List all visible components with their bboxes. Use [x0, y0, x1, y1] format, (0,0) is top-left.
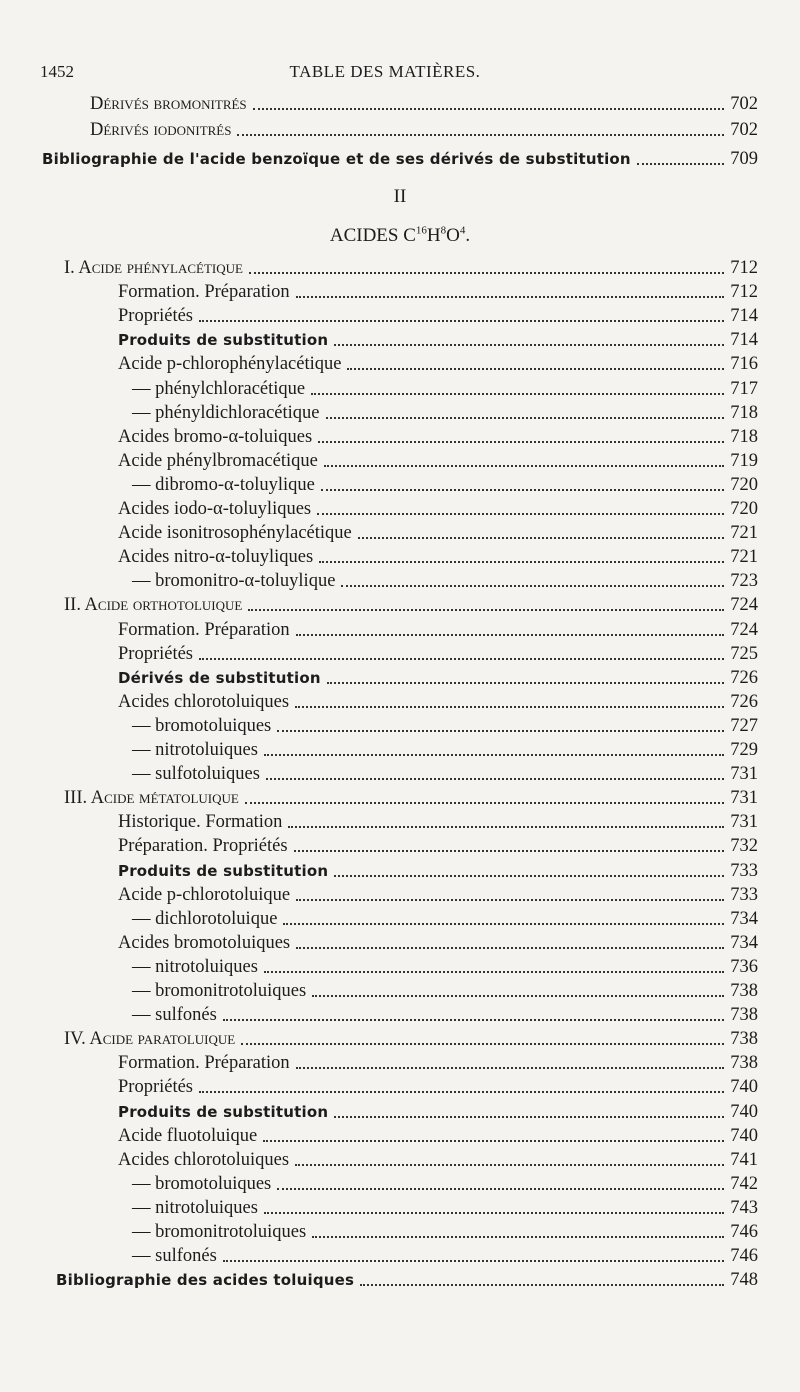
toc-entry-page: 709 [730, 149, 758, 169]
dot-leader [199, 320, 724, 322]
toc-entry-page: 733 [730, 885, 758, 905]
toc-entry-page: 741 [730, 1150, 758, 1170]
page-header [40, 62, 730, 86]
dot-leader [334, 344, 724, 346]
toc-entry [118, 835, 758, 857]
toc-entry-label: Acide phénylbromacétique [118, 451, 318, 471]
dot-leader [264, 1212, 724, 1214]
toc-entry-label: Acide isonitrosophénylacétique [118, 523, 352, 543]
toc-entry-page: 716 [730, 354, 758, 374]
dot-leader [637, 163, 724, 165]
toc-entry [132, 1197, 758, 1219]
toc-entry-page: 702 [730, 94, 758, 114]
dot-leader [334, 875, 724, 877]
dot-leader [321, 489, 724, 491]
toc-entry-page: 731 [730, 812, 758, 832]
toc-entry-label: — nitrotoluiques [132, 1198, 258, 1218]
toc-entry [118, 450, 758, 472]
section-number: II [393, 186, 407, 207]
dot-leader [199, 658, 724, 660]
dot-leader [295, 706, 724, 708]
toc-entry [118, 305, 758, 327]
toc-entry-label: Dérivés iodonitrés [90, 120, 232, 140]
toc-entry [132, 980, 758, 1002]
toc-entry-label: Formation. Préparation [118, 620, 290, 640]
toc-entry-label: — dichlorotoluique [132, 909, 278, 929]
toc-entry [118, 1052, 758, 1074]
toc-entry-page: 720 [730, 475, 758, 495]
toc-entry-label: Dérivés de substitution [118, 669, 321, 687]
toc-entry [132, 474, 758, 496]
toc-entry [64, 1028, 758, 1050]
dot-leader [294, 850, 724, 852]
toc-entry-label: Formation. Préparation [118, 282, 290, 302]
toc-entry-label: I. Acide phénylacétique [64, 258, 243, 278]
toc-entry-label: — phénylchloracétique [132, 379, 306, 399]
toc-entry [118, 522, 758, 544]
toc-entry-label: — bromonitrotoluiques [132, 1222, 307, 1242]
toc-entry-page: 732 [730, 836, 758, 856]
toc-entry [118, 860, 758, 882]
dot-leader [358, 537, 724, 539]
toc-entry-page: 738 [730, 1029, 758, 1049]
dot-leader [248, 609, 724, 611]
toc-entry [118, 811, 758, 833]
toc-entry [118, 1125, 758, 1147]
toc-entry-page: 720 [730, 499, 758, 519]
toc-entry-label: Bibliographie des acides toluiques [56, 1271, 355, 1289]
toc-entry-page: 726 [730, 668, 758, 688]
toc-entry-label: — nitrotoluiques [132, 957, 258, 977]
dot-leader [277, 1188, 724, 1190]
toc-entry-page: 734 [730, 909, 758, 929]
toc-entry [132, 1004, 758, 1026]
toc-entry-label: Acides bromotoluiques [118, 933, 291, 953]
toc-entry [118, 426, 758, 448]
dot-leader [347, 368, 724, 370]
toc-entry-page: 724 [730, 620, 758, 640]
dot-leader [288, 826, 724, 828]
toc-entry [90, 93, 758, 115]
toc-entry [132, 378, 758, 400]
toc-entry-label: — bromonitrotoluiques [132, 981, 307, 1001]
toc-entry-label: Produits de substitution [118, 862, 329, 880]
toc-entry [132, 402, 758, 424]
dot-leader [237, 134, 724, 136]
toc-entry-label: — bromotoluiques [132, 1174, 272, 1194]
toc-entry-page: 740 [730, 1077, 758, 1097]
toc-entry-label: Produits de substitution [118, 1103, 329, 1121]
dot-leader [319, 561, 724, 563]
dot-leader [296, 899, 724, 901]
toc-entry-page: 742 [730, 1174, 758, 1194]
toc-entry [118, 1149, 758, 1171]
toc-entry-page: 743 [730, 1198, 758, 1218]
toc-entry-label: Acide fluotoluique [118, 1126, 258, 1146]
toc-entry [90, 119, 758, 141]
toc-entry-label: — sulfonés [132, 1246, 217, 1266]
toc-entry-page: 738 [730, 1053, 758, 1073]
toc-entry-label: Dérivés bromonitrés [90, 94, 247, 114]
dot-leader [312, 995, 724, 997]
dot-leader [341, 585, 724, 587]
toc-entry [42, 148, 758, 170]
toc-entry-label: — bromonitro-α-toluylique [132, 571, 336, 591]
toc-entry [132, 763, 758, 785]
toc-entry-page: 723 [730, 571, 758, 591]
toc-entry-page: 717 [730, 379, 758, 399]
toc-entry-page: 718 [730, 403, 758, 423]
toc-entry-page: 746 [730, 1246, 758, 1266]
toc-entry [118, 884, 758, 906]
toc-entry-label: Propriétés [118, 1077, 194, 1097]
toc-entry-label: Acides nitro-α-toluyliques [118, 547, 314, 567]
toc-entry [132, 1245, 758, 1267]
dot-leader [245, 802, 724, 804]
toc-entry-label: IV. Acide paratoluique [64, 1029, 236, 1049]
toc-entry [118, 353, 758, 375]
toc-entry [132, 956, 758, 978]
toc-entry [118, 498, 758, 520]
dot-leader [311, 393, 724, 395]
toc-entry-page: 736 [730, 957, 758, 977]
dot-leader [324, 465, 724, 467]
page-number: 1452 [40, 62, 74, 81]
dot-leader [264, 754, 724, 756]
toc-entry-label: — bromotoluiques [132, 716, 272, 736]
dot-leader [317, 513, 724, 515]
toc-entry-label: Acides bromo-α-toluiques [118, 427, 313, 447]
toc-entry-page: 714 [730, 330, 758, 350]
toc-entry-label: Préparation. Propriétés [118, 836, 288, 856]
toc-entry [132, 1173, 758, 1195]
dot-leader [360, 1284, 724, 1286]
toc-entry [132, 739, 758, 761]
toc-entry-label: — dibromo-α-toluylique [132, 475, 315, 495]
toc-entry [118, 667, 758, 689]
toc-entry-label: Propriétés [118, 644, 194, 664]
dot-leader [296, 634, 724, 636]
toc-entry-page: 721 [730, 547, 758, 567]
toc-entry [132, 908, 758, 930]
toc-entry-page: 702 [730, 120, 758, 140]
dot-leader [296, 296, 724, 298]
toc-entry [118, 281, 758, 303]
dot-leader [326, 417, 724, 419]
toc-entry-page: 712 [730, 258, 758, 278]
dot-leader [277, 730, 724, 732]
dot-leader [334, 1116, 724, 1118]
toc-entry-page: 746 [730, 1222, 758, 1242]
toc-entry [118, 643, 758, 665]
toc-entry-page: 738 [730, 1005, 758, 1025]
toc-entry-page: 748 [730, 1270, 758, 1290]
toc-entry-page: 712 [730, 282, 758, 302]
toc-entry-page: 727 [730, 716, 758, 736]
dot-leader [318, 441, 724, 443]
dot-leader [295, 1164, 724, 1166]
toc-entry [64, 257, 758, 279]
toc-entry [118, 1076, 758, 1098]
toc-entry [118, 932, 758, 954]
toc-entry-label: Bibliographie de l'acide benzoïque et de ses dérivés de substitution [42, 150, 631, 168]
dot-leader [263, 1140, 724, 1142]
dot-leader [223, 1019, 724, 1021]
section-title: ACIDES $C^{16}H^8O^4$. [329, 224, 471, 246]
toc-entry-label: — sulfotoluiques [132, 764, 260, 784]
toc-entry-page: 719 [730, 451, 758, 471]
toc-entry-label: Historique. Formation [118, 812, 283, 832]
toc-entry-label: Acide p-chlorotoluique [118, 885, 291, 905]
toc-entry [118, 1101, 758, 1123]
toc-entry-page: 731 [730, 788, 758, 808]
toc-entry-page: 725 [730, 644, 758, 664]
toc-entry-page: 718 [730, 427, 758, 447]
toc-entry-label: — nitrotoluiques [132, 740, 258, 760]
toc-entry-page: 731 [730, 764, 758, 784]
toc-entry-label: III. Acide métatoluique [64, 788, 239, 808]
toc-entry [132, 715, 758, 737]
toc-entry-page: 740 [730, 1126, 758, 1146]
toc-entry-page: 733 [730, 861, 758, 881]
toc-entry-label: II. Acide orthotoluique [64, 595, 243, 615]
toc-entry-page: 724 [730, 595, 758, 615]
dot-leader [264, 971, 724, 973]
toc-entry-label: Produits de substitution [118, 331, 329, 349]
toc-entry-page: 740 [730, 1102, 758, 1122]
toc-entry [132, 1221, 758, 1243]
dot-leader [249, 272, 724, 274]
toc-entry-label: Propriétés [118, 306, 194, 326]
toc-entry-label: Acide p-chlorophénylacétique [118, 354, 342, 374]
toc-entry-page: 721 [730, 523, 758, 543]
toc-entry [118, 619, 758, 641]
toc-entry [118, 691, 758, 713]
dot-leader [266, 778, 724, 780]
dot-leader [327, 682, 724, 684]
toc-entry-page: 726 [730, 692, 758, 712]
dot-leader [296, 1067, 724, 1069]
dot-leader [296, 947, 724, 949]
toc-entry-page: 714 [730, 306, 758, 326]
dot-leader [283, 923, 724, 925]
toc-entry [64, 594, 758, 616]
toc-entry-label: Acides chlorotoluiques [118, 1150, 290, 1170]
toc-entry-page: 738 [730, 981, 758, 1001]
running-title: TABLE DES MATIÈRES. [289, 62, 481, 81]
toc-entry-label: — sulfonés [132, 1005, 217, 1025]
toc-entry-label: — phényldichloracétique [132, 403, 320, 423]
toc-entry [64, 787, 758, 809]
toc-entry [56, 1269, 758, 1291]
toc-entry-page: 734 [730, 933, 758, 953]
dot-leader [241, 1043, 724, 1045]
dot-leader [223, 1260, 724, 1262]
toc-entry-page: 729 [730, 740, 758, 760]
toc-entry-label: Formation. Préparation [118, 1053, 290, 1073]
dot-leader [199, 1091, 724, 1093]
toc-entry-label: Acides iodo-α-toluyliques [118, 499, 312, 519]
toc-entry [118, 546, 758, 568]
toc-entry [118, 329, 758, 351]
dot-leader [253, 108, 724, 110]
dot-leader [312, 1236, 724, 1238]
toc-entry [132, 570, 758, 592]
toc-entry-label: Acides chlorotoluiques [118, 692, 290, 712]
